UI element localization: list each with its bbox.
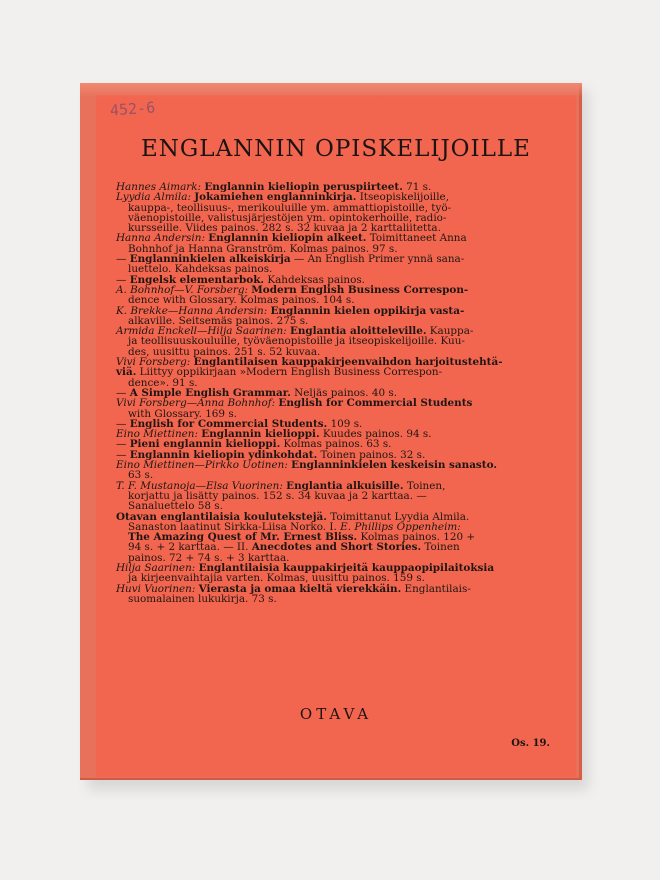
list-text: Hannes Aimark: xyxy=(116,181,205,193)
list-text: Anecdotes and Short Stories. xyxy=(251,541,422,554)
list-text: Kahdeksas painos. xyxy=(264,273,365,286)
list-text: Toinen, xyxy=(403,479,446,492)
list-text: Englantia alkuisille. xyxy=(286,479,404,492)
list-text: The Amazing Quest of Mr. Ernest Bliss. xyxy=(128,531,358,544)
list-text: — xyxy=(116,438,130,451)
list-text: dence». 91 s. xyxy=(128,376,198,389)
list-text: 94 s. + 2 karttaa. — II. xyxy=(128,541,252,554)
publisher-name: OTAVA xyxy=(299,705,373,723)
list-text: Englantilaisia kauppakirjeitä kauppaopipilaitoksia xyxy=(198,561,495,574)
list-line xyxy=(116,594,548,604)
list-text: Bohnhof ja Hanna Granström. Kolmas painos. 97 s. xyxy=(128,242,398,255)
list-text: English for Commercial Students. xyxy=(129,417,328,430)
list-text: Itseopiskelijoille, xyxy=(356,191,450,204)
list-text: Vierasta ja omaa kieltä vierekkäin. xyxy=(198,582,402,595)
list-text: luettelo. Kahdeksas painos. xyxy=(128,263,273,276)
list-text: 71 s. xyxy=(402,181,432,193)
list-text: väenopistoille, valistusjärjestöjen ym. opintokerhoille, radio- xyxy=(128,211,447,224)
list-text: Englantia aloitteleville. xyxy=(289,325,427,338)
list-text: dence with Glossary. Kolmas painos. 104 s. xyxy=(128,294,355,307)
list-text: Englannin kielen oppikirja vasta- xyxy=(270,304,465,317)
list-text: Toimittaneet Anna xyxy=(366,232,467,245)
list-text: Armida Enckell—Hilja Saarinen: xyxy=(116,325,290,338)
list-text: — xyxy=(116,253,130,266)
cover-edge-fade xyxy=(80,83,582,97)
list-text: Otavan englantilaisia koulutekstejä. xyxy=(116,510,327,523)
list-text: — xyxy=(116,273,130,286)
list-text: A Simple English Grammar. xyxy=(129,386,291,399)
list-text: Hanna Andersin: xyxy=(116,232,209,245)
list-text: korjattu ja lisätty painos. 152 s. 34 kuvaa ja 2 karttaa. — xyxy=(128,489,427,502)
list-text: A. Bohnhof—V. Forsberg: xyxy=(116,283,252,296)
page-title: ENGLANNIN OPISKELIJOILLE xyxy=(141,136,531,162)
list-text: viä. xyxy=(116,366,137,379)
list-text: Toinen xyxy=(421,541,460,554)
list-text: Jokamiehen englanninkirja. xyxy=(194,191,357,204)
list-text: alkaville. Seitsemäs painos. 275 s. xyxy=(128,314,309,327)
list-text: K. Brekke—Hanna Andersin: xyxy=(116,304,271,317)
list-text: 63 s. xyxy=(128,469,154,482)
list-text: 109 s. xyxy=(327,417,363,430)
list-text: Englanninkielen keskeisin sanasto. xyxy=(291,459,497,472)
list-text: Engelsk elementarbok. xyxy=(129,273,265,286)
list-text: suomalainen lukukirja. 73 s. xyxy=(128,592,277,605)
list-text: ja kirjeenvaihtajia varten. Kolmas, uusittu painos. 159 s. xyxy=(128,572,425,585)
book-list xyxy=(116,182,548,604)
list-text: kauppa-, teollisuus-, merikouluille ym. ammattiopistoille, työ- xyxy=(128,201,452,214)
list-text: Kolmas painos. 120 + xyxy=(357,531,476,544)
list-text: Liittyy oppikirjaan »Modern English Business Correspon- xyxy=(136,366,443,379)
list-text: Huvi Vuorinen: xyxy=(116,582,199,595)
list-text: — xyxy=(116,417,130,430)
list-text: Toinen painos. 32 s. xyxy=(317,448,426,461)
list-text: painos. 72 + 74 s. + 3 karttaa. xyxy=(128,551,290,564)
list-text: Modern English Business Correspon- xyxy=(251,283,469,296)
list-text: E. Phillips Oppenheim: xyxy=(340,520,461,533)
list-text: Sanaston laatinut Sirkka-Liisa Norko. I. xyxy=(128,520,341,533)
list-text: — xyxy=(116,386,130,399)
list-text: Eino Miettinen: xyxy=(116,428,202,441)
list-text: Englantilais- xyxy=(401,582,471,595)
list-text: Englannin kieliopin peruspiirteet. xyxy=(204,181,403,193)
list-text: Vivi Forsberg: xyxy=(116,356,194,369)
list-line xyxy=(116,460,548,470)
list-text: Neljäs painos. 40 s. xyxy=(290,386,398,399)
list-text: English for Commercial Students xyxy=(278,397,473,410)
list-text: Hilja Saarinen: xyxy=(116,561,199,574)
list-text: Kuudes painos. 94 s. xyxy=(319,428,432,441)
list-text: Englannin kieliopin alkeet. xyxy=(208,232,367,245)
list-text: Englanninkielen alkeiskirja xyxy=(129,253,291,266)
list-text: Englannin kieliopin ydinkohdat. xyxy=(129,448,318,461)
list-text: Toimittanut Lyydia Almila. xyxy=(326,510,470,523)
list-text: — xyxy=(116,448,130,461)
list-text: Englantilaisen kauppakirjeenvaihdon harjoitustehtä- xyxy=(193,356,503,369)
list-text: Vivi Forsberg—Anna Bohnhof: xyxy=(116,397,279,410)
list-text: kursseille. Viides painos. 282 s. 32 kuvaa ja 2 karttaliitetta. xyxy=(128,222,441,235)
handwritten-note: 452-6 xyxy=(109,98,156,120)
price-label: Os. 19. xyxy=(511,738,550,749)
list-text: T. F. Mustanoja—Elsa Vuorinen: xyxy=(116,479,287,492)
list-text: — An English Primer ynnä sana- xyxy=(290,253,465,266)
list-text: ja teollisuuskouluille, työväenopistoille ja itseopiskelijoille. Kuu- xyxy=(128,335,465,348)
list-text: Kolmas painos. 63 s. xyxy=(280,438,392,451)
list-text: Kauppa- xyxy=(426,325,474,338)
list-text: Englannin kielioppi. xyxy=(201,428,320,441)
list-text: Eino Miettinen—Pirkko Uotinen: xyxy=(116,459,292,472)
list-text: des, uusittu painos. 251 s. 52 kuvaa. xyxy=(128,345,321,358)
list-text: Sanaluettelo 58 s. xyxy=(128,500,223,513)
list-text: Lyydia Almila: xyxy=(116,191,195,204)
list-text: with Glossary. 169 s. xyxy=(128,407,237,420)
list-text: Pieni englannin kielioppi. xyxy=(129,438,281,451)
